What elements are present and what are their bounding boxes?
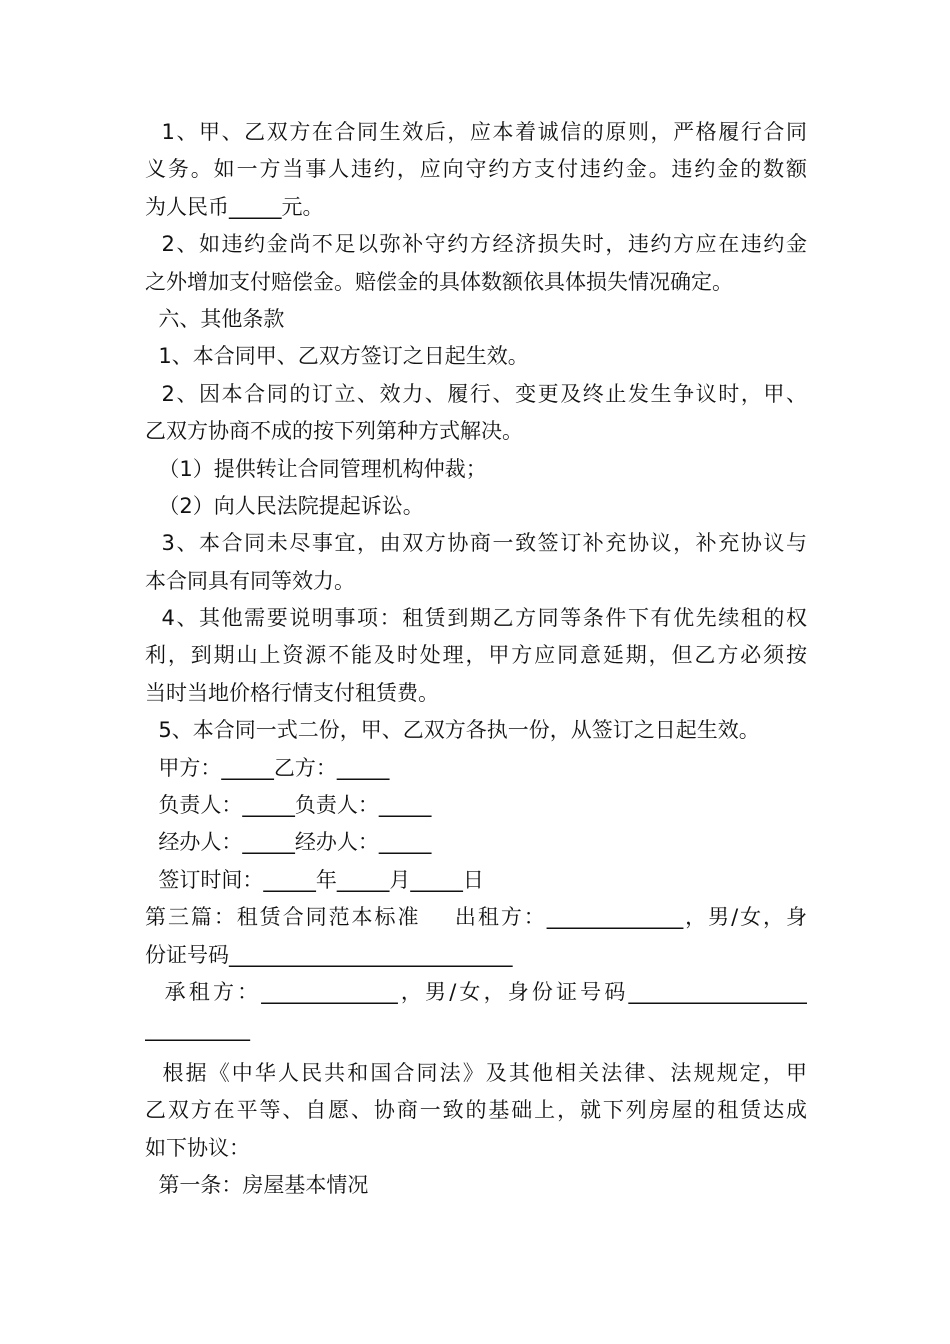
text-line: 5、本合同一式二份，甲、乙双方各执一份，从签订之日起生效。 <box>145 718 760 743</box>
text-line: 4、其他需要说明事项：租赁到期乙方同等条件下有优先续租的权 <box>145 606 807 631</box>
signature-line: 甲方：_____乙方：_____ <box>145 755 390 780</box>
text-line: 义务。如一方当事人违约，应向守约方支付违约金。违约金的数额 <box>145 157 807 182</box>
text-line: __________ <box>145 1017 250 1042</box>
section-heading: 第三篇：租赁合同范本标准 出租方：_____________，男/女，身 <box>145 905 807 930</box>
text-line: 当时当地价格行情支付租赁费。 <box>145 680 439 705</box>
text-line: 2、因本合同的订立、效力、履行、变更及终止发生争议时，甲、 <box>145 381 807 406</box>
text-line: 之外增加支付赔偿金。赔偿金的具体数额依具体损失情况确定。 <box>145 269 733 294</box>
section-heading: 六、其他条款 <box>145 306 285 331</box>
list-item: （2）向人民法院提起诉讼。 <box>145 493 424 518</box>
list-item: （1）提供转让合同管理机构仲裁； <box>145 456 487 481</box>
text-line: 份证号码___________________________ <box>145 942 513 967</box>
text-line: 1、本合同甲、乙双方签订之日起生效。 <box>145 344 529 369</box>
text-line: 本合同具有同等效力。 <box>145 568 355 593</box>
text-line: 利，到期山上资源不能及时处理，甲方应同意延期，但乙方必须按 <box>145 643 807 668</box>
text-line: 根据《中华人民共和国合同法》及其他相关法律、法规规定，甲 <box>145 1060 807 1085</box>
signature-line: 签订时间：_____年_____月_____日 <box>145 867 484 892</box>
text-line: 如下协议： <box>145 1135 250 1160</box>
document-page <box>145 114 807 1204</box>
signature-line: 负责人：_____负责人：_____ <box>145 793 432 818</box>
text-line: 3、本合同未尽事宜，由双方协商一致签订补充协议，补充协议与 <box>145 531 807 556</box>
text-line: 1、甲、乙双方在合同生效后，应本着诚信的原则，严格履行合同 <box>145 120 807 144</box>
signature-line: 经办人：_____经办人：_____ <box>145 830 432 855</box>
text-line: 第一条：房屋基本情况 <box>145 1172 369 1197</box>
text-line: 乙双方在平等、自愿、协商一致的基础上，就下列房屋的租赁达成 <box>145 1098 807 1123</box>
text-line: 为人民币_____元。 <box>145 194 324 219</box>
text-line: 乙双方协商不成的按下列第种方式解决。 <box>145 419 523 444</box>
text-line: 承租方：_____________，男/女，身份证号码_________________ <box>145 979 807 1004</box>
text-line: 2、如违约金尚不足以弥补守约方经济损失时，违约方应在违约金 <box>145 232 807 257</box>
